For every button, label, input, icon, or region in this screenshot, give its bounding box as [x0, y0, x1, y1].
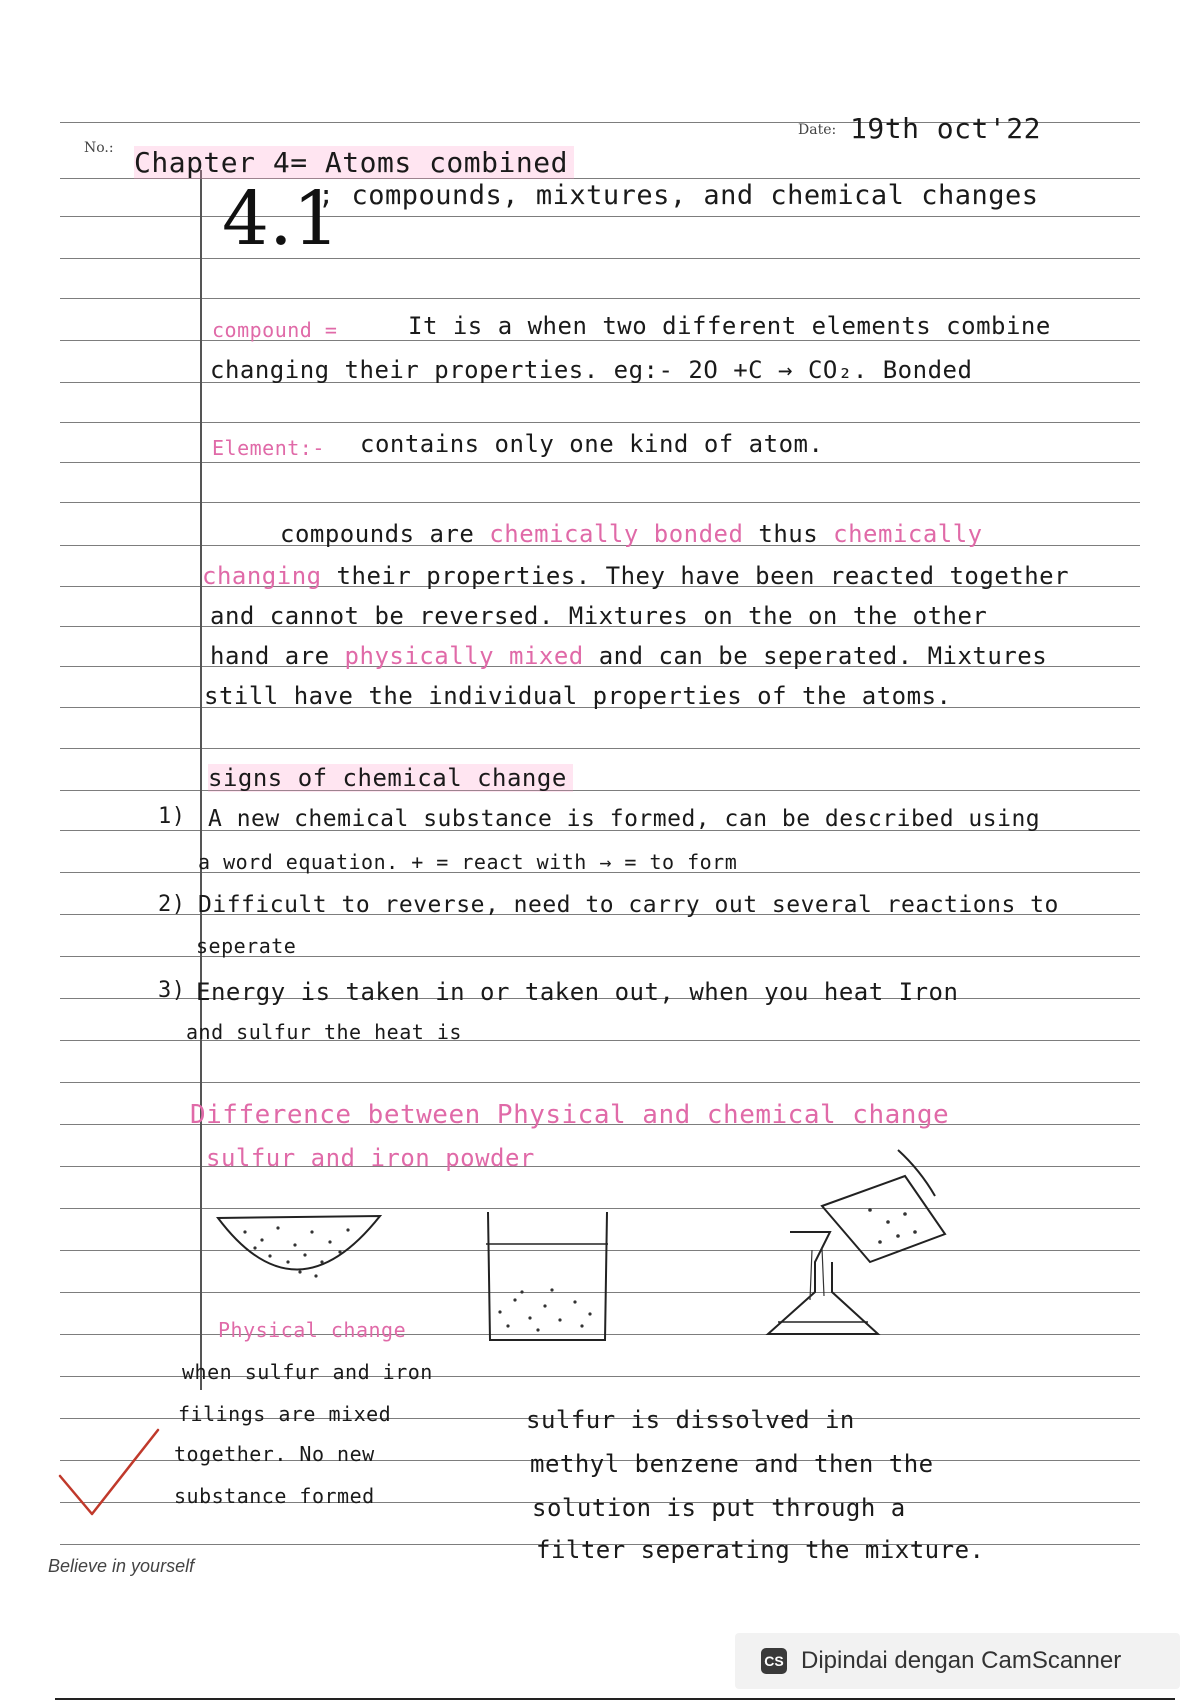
paragraph-highlight: physically mixed	[344, 642, 584, 670]
sign-number: 1)	[158, 804, 186, 829]
compound-definition-line1: It is a when two different elements combine	[408, 312, 1051, 340]
date-label: Date:	[798, 122, 837, 138]
paragraph-highlight: chemically bonded	[489, 520, 744, 548]
sign-2-line1: Difficult to reverse, need to carry out several reactions to	[198, 892, 1059, 918]
element-definition: contains only one kind of atom.	[360, 430, 824, 458]
sign-3-line1: Energy is taken in or taken out, when you heat Iron	[196, 978, 959, 1006]
compound-term: compound =	[212, 318, 338, 342]
sign-3-line2: and sulfur the heat is	[186, 1020, 462, 1044]
element-term: Element:-	[212, 436, 325, 460]
physical-change-line: together. No new	[174, 1442, 375, 1466]
evaporating-dish-sketch	[218, 1216, 380, 1278]
paragraph-text: hand are	[210, 642, 330, 670]
compound-definition-line2: changing their properties. eg:- 2O +C → CO₂. Bonded	[210, 356, 973, 384]
section-number: 4.1	[222, 176, 340, 262]
camscanner-logo-icon: CS	[761, 1648, 787, 1674]
paragraph-line3: and cannot be reversed. Mixtures on the on the other	[210, 602, 988, 630]
beaker-sketch	[486, 1212, 608, 1340]
physical-change-line: when sulfur and iron	[182, 1360, 433, 1384]
sign-number: 2)	[158, 892, 186, 917]
sign-number: 3)	[158, 978, 186, 1003]
physical-change-label: Physical change	[218, 1318, 407, 1342]
dissolve-line: sulfur is dissolved in	[526, 1406, 855, 1434]
scanner-watermark	[735, 1633, 1180, 1689]
filter-flask-sketch	[768, 1150, 945, 1334]
footer-motto: Believe in yourself	[48, 1556, 195, 1576]
paragraph-line5: still have the individual properties of the atoms.	[204, 682, 952, 710]
check-mark-icon	[60, 1430, 158, 1514]
no-label: No.:	[84, 140, 114, 156]
physical-change-line: substance formed	[174, 1484, 375, 1508]
paragraph-highlight: changing	[202, 562, 322, 590]
sign-1-line1: A new chemical substance is formed, can be described using	[208, 806, 1041, 832]
dissolve-line: solution is put through a	[532, 1494, 906, 1522]
paragraph-highlight: chemically	[833, 520, 983, 548]
physical-change-line: filings are mixed	[178, 1402, 392, 1426]
date-value: 19th oct'22	[850, 112, 1041, 145]
scanner-text: Dipindai dengan CamScanner	[801, 1647, 1122, 1674]
section-title: ; compounds, mixtures, and chemical changes	[318, 180, 1039, 211]
sign-2-line2: seperate	[196, 934, 297, 958]
paragraph-text: thus	[758, 520, 819, 548]
signs-heading: signs of chemical change	[208, 764, 573, 792]
paragraph-text: compounds are	[280, 520, 475, 548]
dissolve-line: methyl benzene and then the	[530, 1450, 934, 1478]
chapter-title: Chapter 4= Atoms combined	[134, 146, 574, 179]
paragraph-text: and can be seperated. Mixtures	[598, 642, 1048, 670]
dissolve-line: filter seperating the mixture.	[536, 1536, 985, 1564]
difference-heading: Difference between Physical and chemical change	[190, 1100, 950, 1130]
sign-1-line2: a word equation. + = react with → = to form	[198, 850, 738, 874]
difference-subheading: sulfur and iron powder	[206, 1144, 535, 1172]
paragraph-text: their properties. They have been reacted together	[336, 562, 1070, 590]
